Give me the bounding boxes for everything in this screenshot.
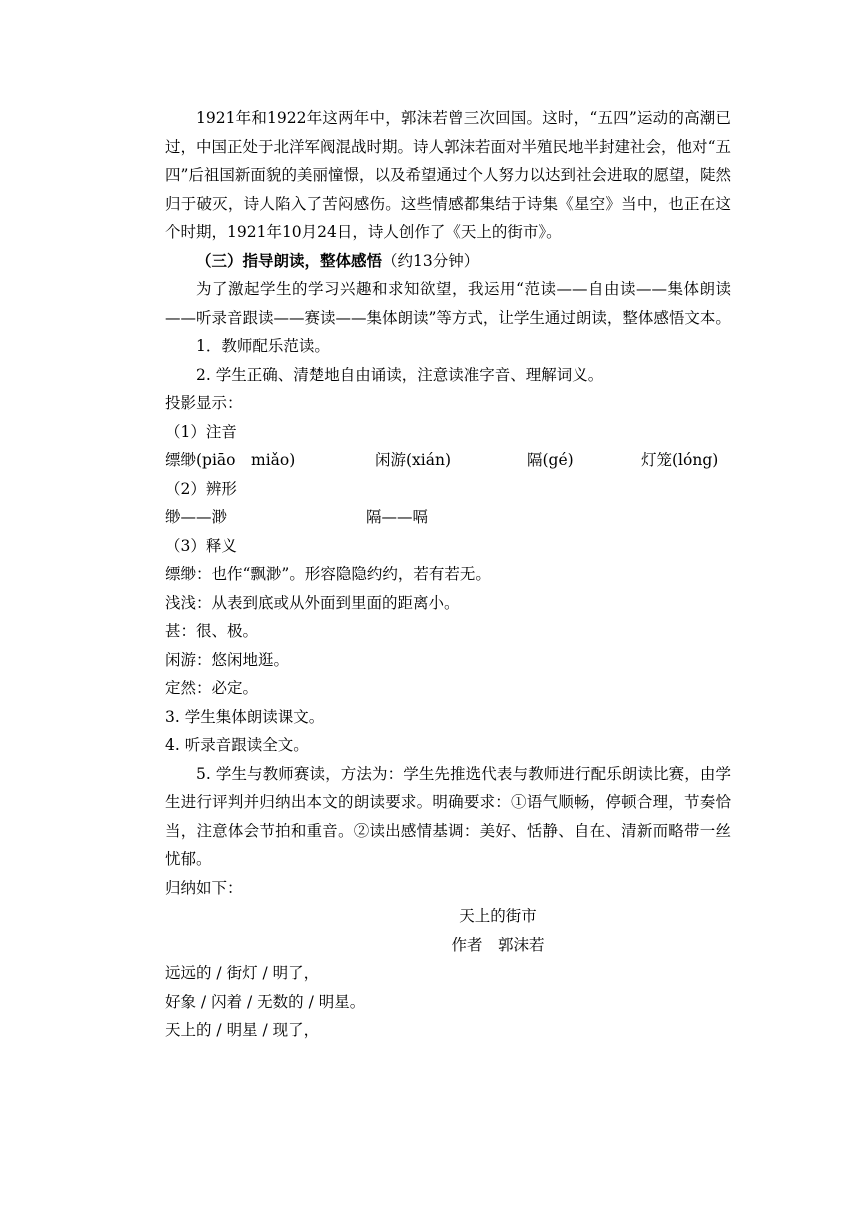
definition-item: 甚：很、极。 — [165, 622, 259, 640]
step-3: 3. 学生集体朗读课文。 — [165, 707, 325, 726]
paragraph-method: 为了激起学生的学习兴趣和求知欲望，我运用“范读——自由读——集体朗读——听录音跟读——赛读——集体朗读”等方式，让学生通过朗读，整体感悟文本。 — [165, 280, 731, 327]
step-1: 1．教师配乐范读。 — [196, 337, 330, 355]
poem-line: 天上的 / 明星 / 现了， — [165, 1021, 320, 1039]
pinyin-item: 灯笼(lóng) — [641, 451, 719, 469]
section-heading-title: （三）指导朗读，整体感悟 — [196, 250, 383, 270]
subheading-meaning: （3）释义 — [165, 536, 237, 555]
pinyin-item: 缥缈(piāo miǎo) — [165, 451, 296, 469]
poem-author: 作者 郭沫若 — [451, 935, 545, 954]
definition-item: 定然：必定。 — [165, 679, 259, 697]
shape-item: 隔——嗝 — [366, 508, 429, 526]
pinyin-row — [165, 446, 731, 475]
section-heading — [165, 247, 731, 276]
step-5: 5. 学生与教师赛读，方法为：学生先推选代表与教师进行配乐朗读比赛，由学生进行评判并归纳出本文的朗读要求。明确要求：①语气顺畅，停顿合理，节奏恰当，注意体会节拍和重音。②读出感情基调：美好、恬静、自在、清新而略带一丝忧郁。 — [165, 764, 731, 868]
summary-label: 归纳如下： — [165, 878, 243, 897]
poem-line: 远远的 / 街灯 / 明了， — [165, 964, 320, 982]
document-body — [165, 104, 731, 1045]
definition-item: 闲游：悠闲地逛。 — [165, 650, 290, 669]
poem-title: 天上的街市 — [459, 907, 537, 925]
shape-item: 缈——渺 — [165, 508, 228, 526]
subheading-shape: （2）辨形 — [165, 479, 237, 498]
pinyin-item: 隔(gé) — [527, 451, 574, 469]
projection-label: 投影显示： — [165, 394, 243, 412]
paragraph-history: 1921年和1922年这两年中，郭沫若曾三次回国。这时，“五四”运动的高潮已过，中国正处于北洋军阀混战时期。诗人郭沫若面对半殖民地半封建社会，他对“五四”后祖国新面貌的美丽憧憬，以及希望通过个人努力以达到社会进取的愿望，陡然归于破灭，诗人陷入了苦闷感伤。这些情感都集结于诗集《星空》当中，也正在这个时期，1921年10月24日，诗人创作了《天上的街市》。 — [165, 109, 731, 241]
definition-item: 浅浅：从表到底或从外面到里面的距离小。 — [165, 593, 460, 612]
step-4: 4. 听录音跟读全文。 — [165, 736, 309, 754]
poem-line: 好象 / 闪着 / 无数的 / 明星。 — [165, 992, 366, 1011]
subheading-pronunciation: （1）注音 — [165, 422, 237, 441]
section-heading-note: （约13分钟） — [382, 251, 480, 270]
definition-item: 缥缈：也作“飘渺”。形容隐隐约约，若有若无。 — [165, 565, 491, 583]
pinyin-item: 闲游(xián) — [375, 451, 452, 469]
step-2: 2. 学生正确、清楚地自由诵读，注意读准字音、理解词义。 — [196, 365, 604, 384]
shape-row — [165, 503, 731, 532]
